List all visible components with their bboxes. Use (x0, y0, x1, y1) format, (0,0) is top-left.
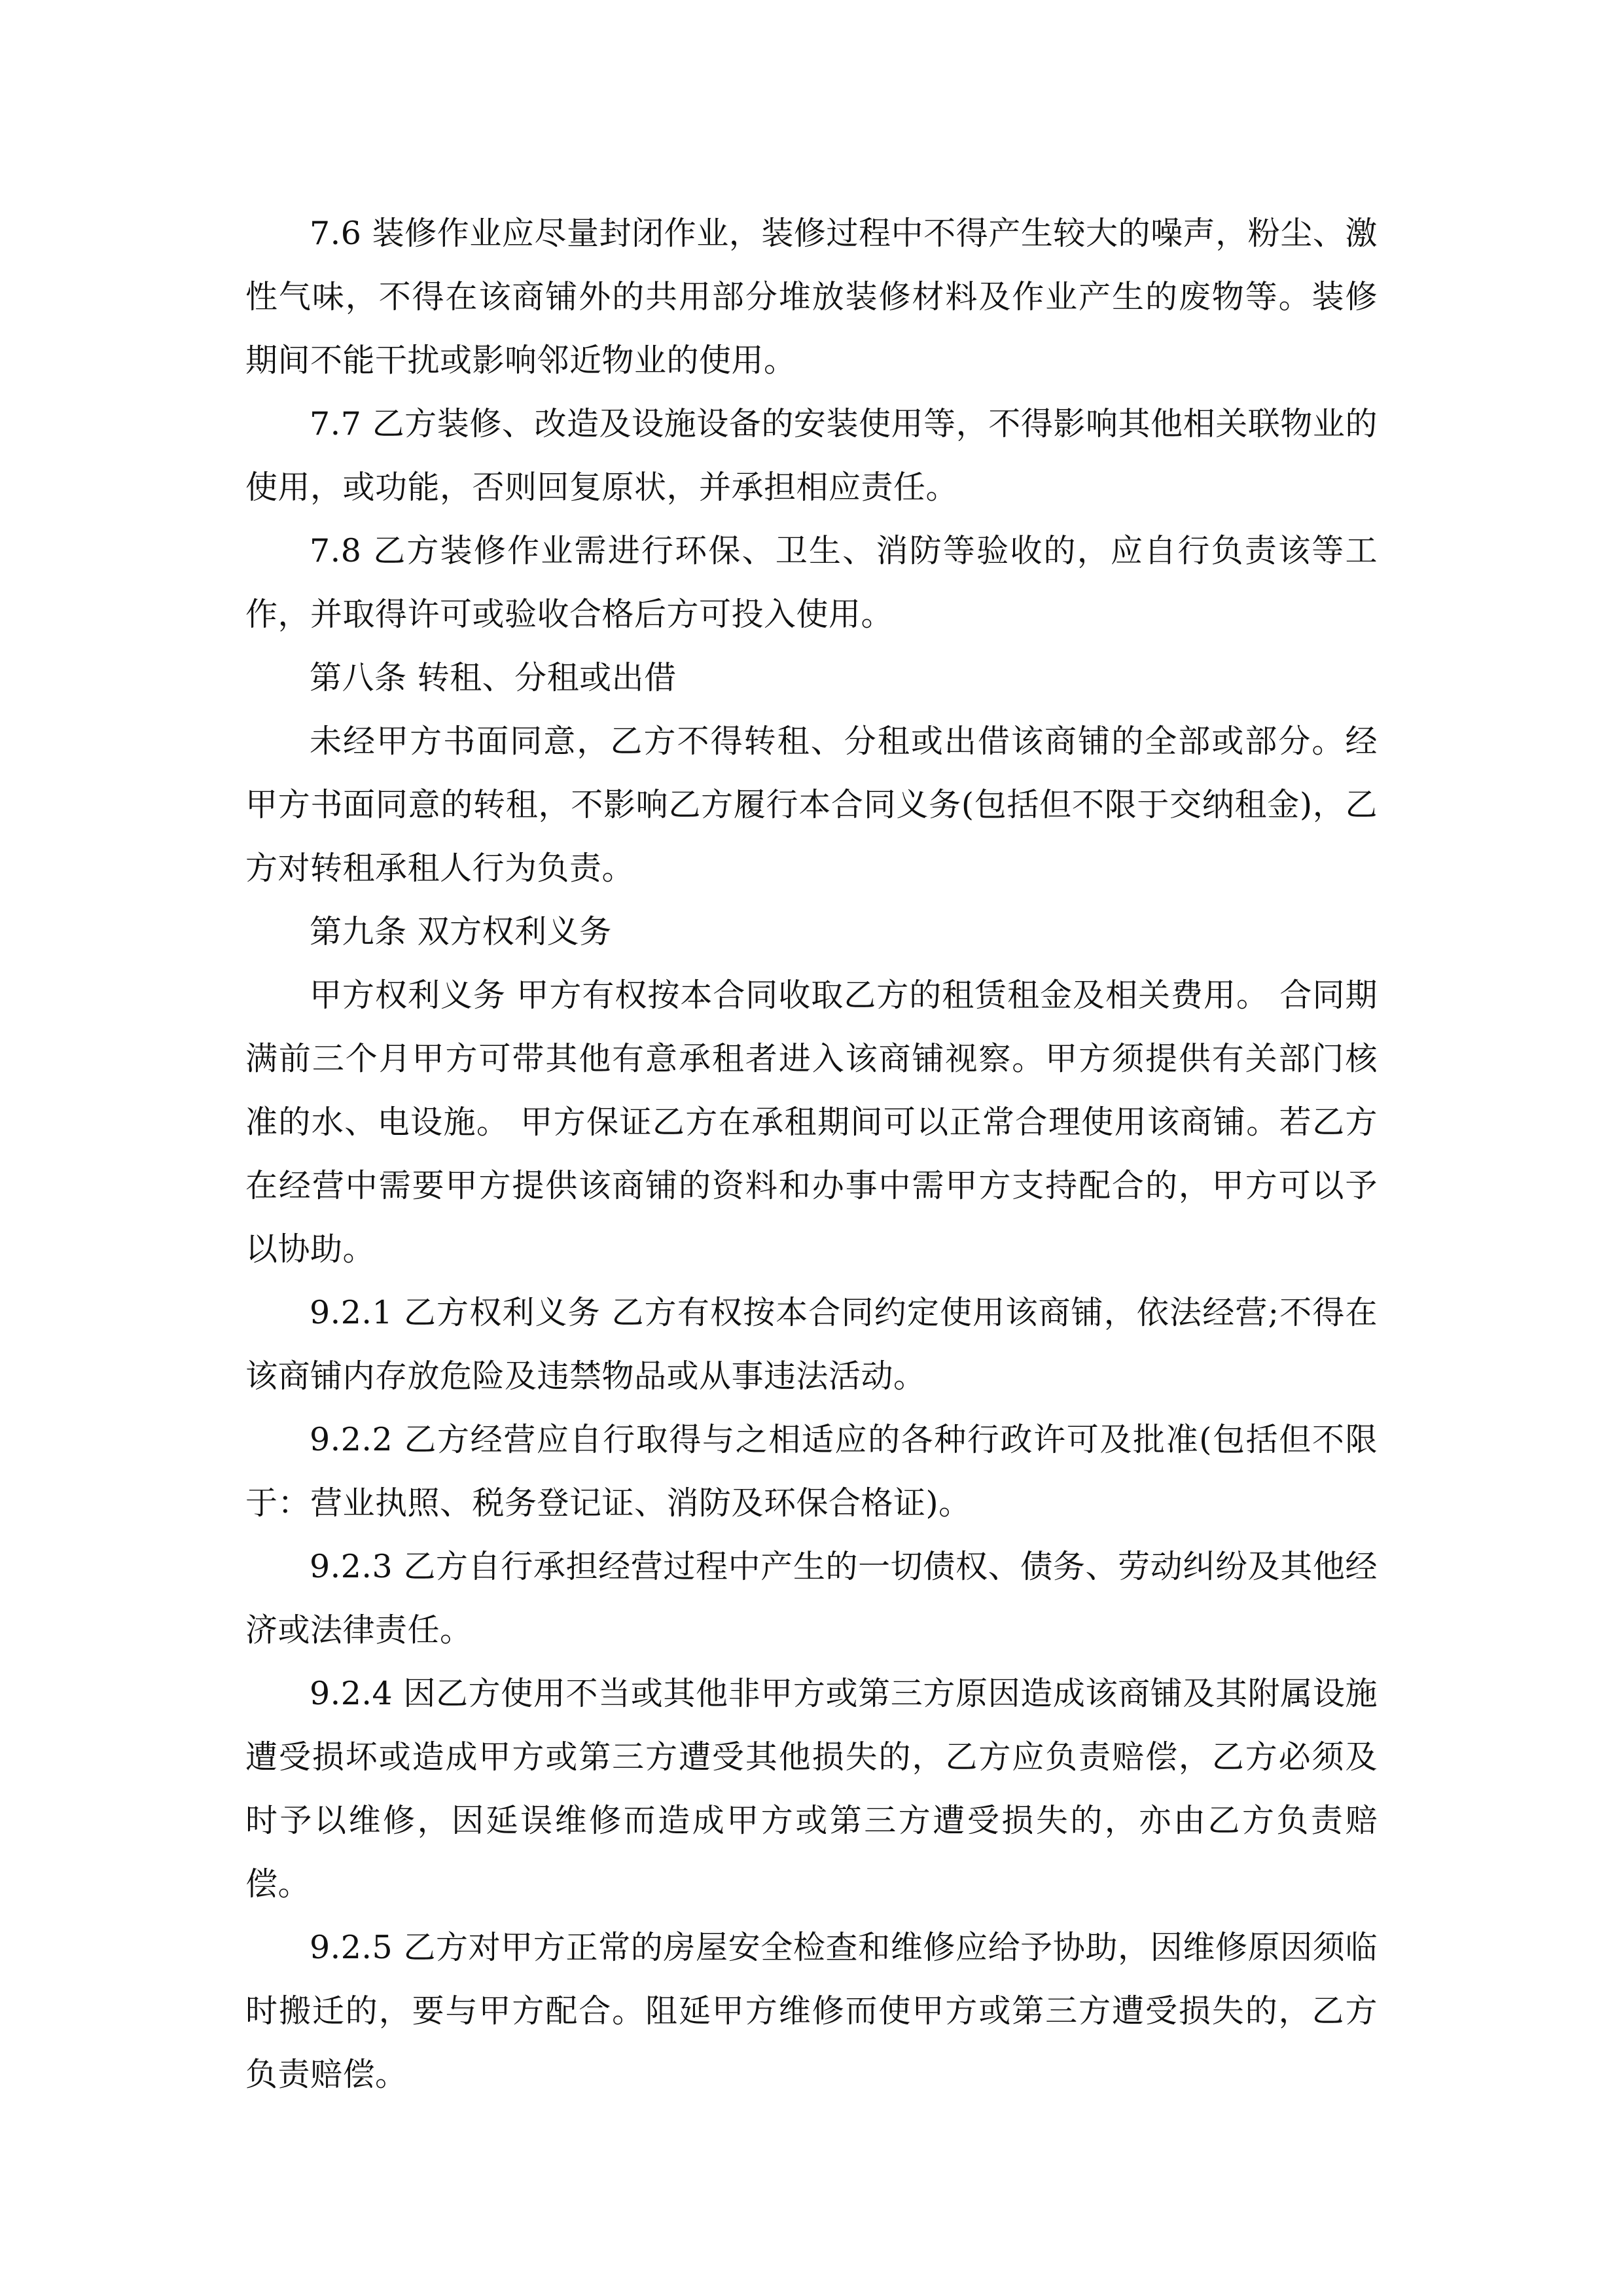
article-8-heading: 第八条 转租、分租或出借 (310, 659, 677, 696)
clause-9-2-2: 9.2.2 乙方经营应自行取得与之相适应的各种行政许可及批准(包括但不限于：营业执照、税务登记证、消防及环保合格证)。 (245, 1421, 1378, 1522)
clause-9-2-4: 9.2.4 因乙方使用不当或其他非甲方或第三方原因造成该商铺及其附属设施遭受损坏或造成甲方或第三方遭受其他损失的，乙方应负责赔偿，乙方必须及时予以维修，因延误维修而造成甲方或第三方遭受损失的，亦由乙方负责赔偿。 (245, 1675, 1378, 1903)
article-9-heading: 第九条 双方权利义务 (310, 913, 612, 950)
clause-9-2-5: 9.2.5 乙方对甲方正常的房屋安全检查和维修应给予协助，因维修原因须临时搬迁的，要与甲方配合。阻延甲方维修而使甲方或第三方遭受损失的，乙方负责赔偿。 (245, 1929, 1378, 2093)
clause-7-6: 7.6 装修作业应尽量封闭作业，装修过程中不得产生较大的噪声，粉尘、激性气味，不得在该商铺外的共用部分堆放装修材料及作业产生的废物等。装修期间不能干扰或影响邻近物业的使用。 (245, 215, 1378, 379)
clause-7-7: 7.7 乙方装修、改造及设施设备的安装使用等，不得影响其他相关联物业的使用，或功能，否则回复原状，并承担相应责任。 (245, 405, 1378, 506)
clause-9-2-1: 9.2.1 乙方权利义务 乙方有权按本合同约定使用该商铺，依法经营;不得在该商铺内存放危险及违禁物品或从事违法活动。 (245, 1294, 1378, 1395)
article-8-body: 未经甲方书面同意，乙方不得转租、分租或出借该商铺的全部或部分。经甲方书面同意的转租，不影响乙方履行本合同义务(包括但不限于交纳租金)，乙方对转租承租人行为负责。 (245, 723, 1378, 887)
document-body (245, 202, 1378, 2106)
clause-9-2-3: 9.2.3 乙方自行承担经营过程中产生的一切债权、债务、劳动纠纷及其他经济或法律责任。 (245, 1548, 1378, 1649)
clause-9-1: 甲方权利义务 甲方有权按本合同收取乙方的租赁租金及相关费用。 合同期满前三个月甲方可带其他有意承租者进入该商铺视察。甲方须提供有关部门核准的水、电设施。 甲方保证乙方在承租期间可以正常合理使用该商铺。若乙方在经营中需要甲方提供该商铺的资料和办事中需甲方支持配合的，甲方可以予以协助。 (245, 977, 1378, 1268)
clause-7-8: 7.8 乙方装修作业需进行环保、卫生、消防等验收的，应自行负责该等工作，并取得许可或验收合格后方可投入使用。 (245, 532, 1378, 633)
